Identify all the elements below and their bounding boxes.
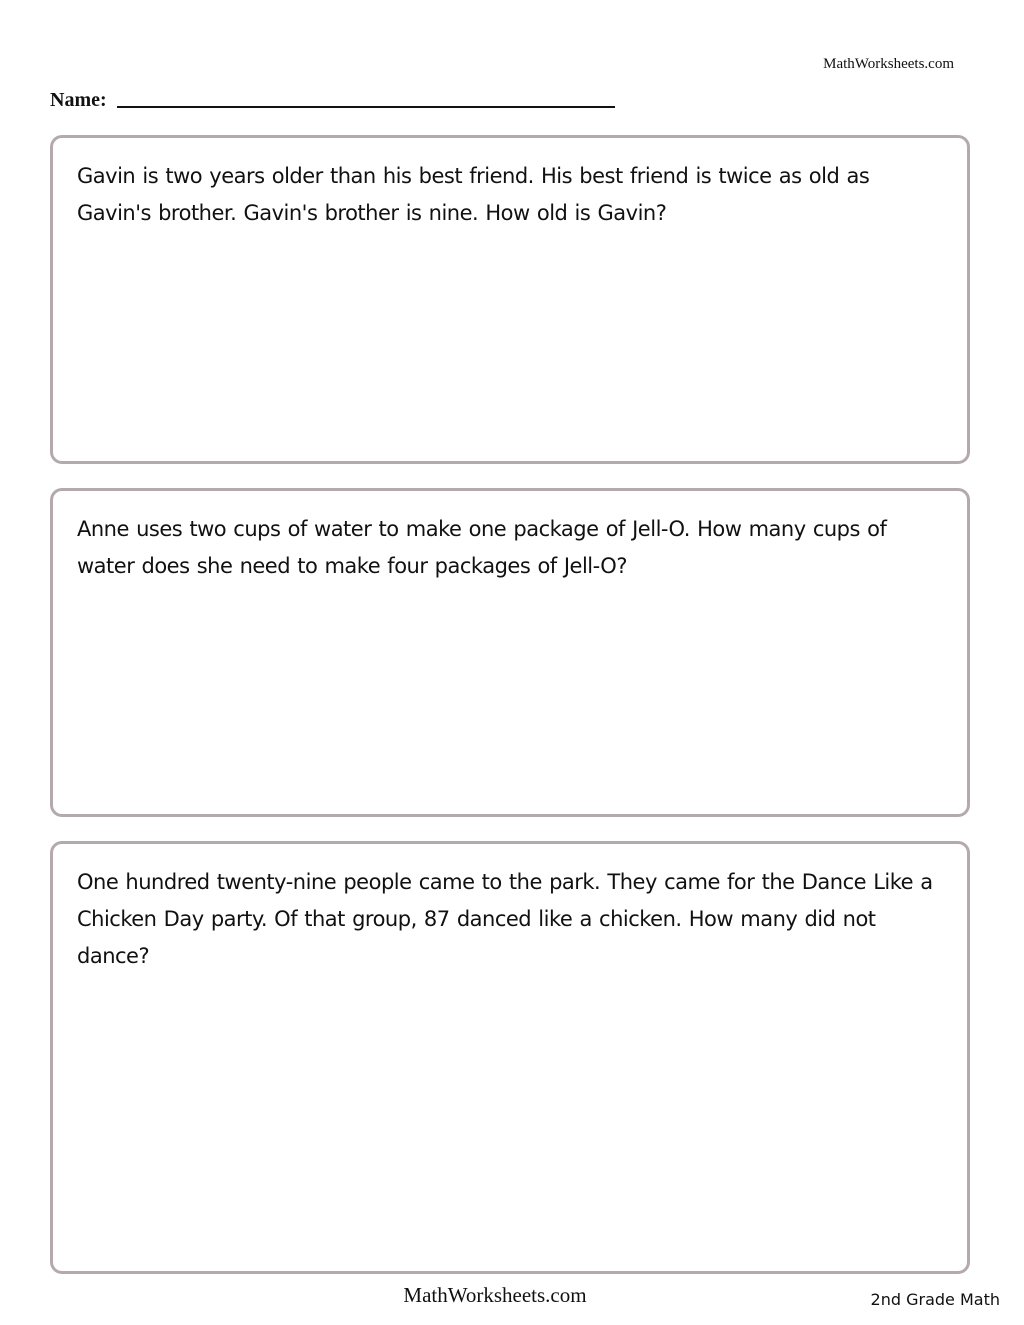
- problem-box-2[interactable]: [50, 488, 970, 817]
- problem-text-2: Anne uses two cups of water to make one package of Jell-O. How many cups of water does she need to make four packages of Jell-O?: [77, 517, 887, 578]
- name-write-line[interactable]: [117, 106, 615, 108]
- problem-box-3[interactable]: [50, 841, 970, 1274]
- problem-text-1: Gavin is two years older than his best friend. His best friend is twice as old as Gavin's brother. Gavin's brother is nine. How old is Gavin?: [77, 164, 870, 225]
- grade-label: 2nd Grade Math: [870, 1290, 1000, 1309]
- site-name-footer: MathWorksheets.com: [403, 1283, 587, 1307]
- problem-text-3: One hundred twenty-nine people came to the park. They came for the Dance Like a Chicken Day party. Of that group, 87 danced like a chicken. How many did not dance?: [77, 870, 933, 968]
- name-label: Name:: [50, 89, 107, 111]
- name-field: [50, 89, 615, 112]
- problem-box-1[interactable]: [50, 135, 970, 464]
- site-name-top: MathWorksheets.com: [823, 56, 954, 72]
